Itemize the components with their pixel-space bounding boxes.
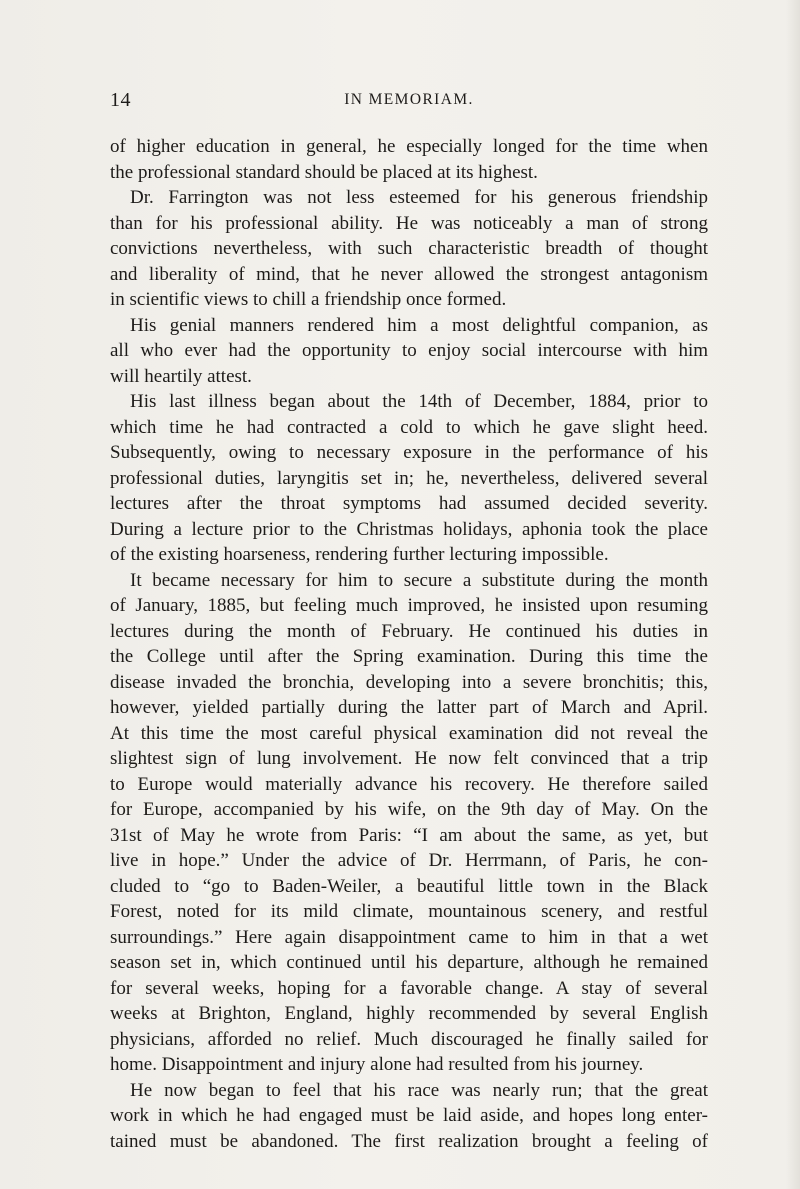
text-line: which time he had contracted a cold to which he gave slight heed. [110, 416, 708, 438]
text-line: 31st of May he wrote from Paris: “I am about the same, as yet, but [110, 824, 708, 846]
body-text [110, 134, 708, 1154]
text-line: home. Disappointment and injury alone had resulted from his journey. [110, 1054, 644, 1075]
text-line: than for his professional ability. He was noticeably a man of strong [110, 212, 708, 234]
text-line: weeks at Brighton, England, highly recommended by several English [110, 1003, 708, 1024]
text-line: tained must be abandoned. The first realization brought a feeling of [110, 1130, 708, 1152]
text-line: lectures during the month of February. He continued his duties in [110, 620, 708, 642]
text-line: season set in, which continued until his departure, although he remained [110, 952, 708, 973]
text-line: During a lecture prior to the Christmas holidays, aphonia took the place [110, 518, 708, 540]
text-line: all who ever had the opportunity to enjoy social intercourse with him [110, 340, 708, 361]
running-title: IN MEMORIAM. [344, 91, 474, 108]
text-line: the professional standard should be placed at its highest. [110, 161, 538, 183]
text-line: disease invaded the bronchia, developing into a severe bronchitis; this, [110, 671, 708, 693]
text-line: surroundings.” Here again disappointment came to him in that a wet [110, 926, 708, 948]
text-line: to Europe would materially advance his recovery. He therefore sailed [110, 773, 708, 795]
text-line: however, yielded partially during the latter part of March and April. [110, 697, 708, 718]
text-line: will heartily attest. [110, 365, 252, 387]
text-line: for several weeks, hoping for a favorable change. A stay of several [110, 977, 708, 999]
running-head [110, 88, 708, 112]
text-line: At this time the most careful physical examination did not reveal the [110, 722, 708, 744]
text-line: physicians, afforded no relief. Much discouraged he finally sailed for [110, 1028, 708, 1050]
text-line: His last illness began about the 14th of December, 1884, prior to [130, 391, 708, 412]
text-line: slightest sign of lung involvement. He now felt convinced that a trip [110, 748, 708, 769]
text-line: of January, 1885, but feeling much improved, he insisted upon resuming [110, 595, 708, 616]
text-line: convictions nevertheless, with such characteristic breadth of thought [110, 238, 708, 259]
text-line: work in which he had engaged must be laid aside, and hopes long enter- [110, 1105, 708, 1126]
text-line: cluded to “go to Baden-Weiler, a beautiful little town in the Black [110, 875, 708, 897]
page-edge-shadow [786, 0, 800, 1189]
text-line: of higher education in general, he especially longed for the time when [110, 136, 708, 157]
text-line: It became necessary for him to secure a substitute during the month [130, 569, 708, 591]
text-line: professional duties, laryngitis set in; he, nevertheless, delivered several [110, 467, 708, 489]
text-line: Dr. Farrington was not less esteemed for his generous friendship [130, 187, 708, 208]
text-line: live in hope.” Under the advice of Dr. Herrmann, of Paris, he con- [110, 850, 708, 871]
text-line: His genial manners rendered him a most delightful companion, as [130, 314, 708, 336]
text-line: Forest, noted for its mild climate, mountainous scenery, and restful [110, 901, 708, 922]
page-number: 14 [110, 89, 131, 111]
text-line: the College until after the Spring examination. During this time the [110, 646, 708, 667]
text-line: and liberality of mind, that he never allowed the strongest antagonism [110, 263, 708, 285]
text-line: lectures after the throat symptoms had assumed decided severity. [110, 493, 708, 514]
text-line: in scientific views to chill a friendship once formed. [110, 289, 507, 310]
text-line: He now began to feel that his race was nearly run; that the great [130, 1079, 708, 1101]
text-line: Subsequently, owing to necessary exposure in the performance of his [110, 442, 708, 463]
text-line: of the existing hoarseness, rendering further lecturing impossible. [110, 544, 609, 565]
text-line: for Europe, accompanied by his wife, on the 9th day of May. On the [110, 799, 708, 820]
